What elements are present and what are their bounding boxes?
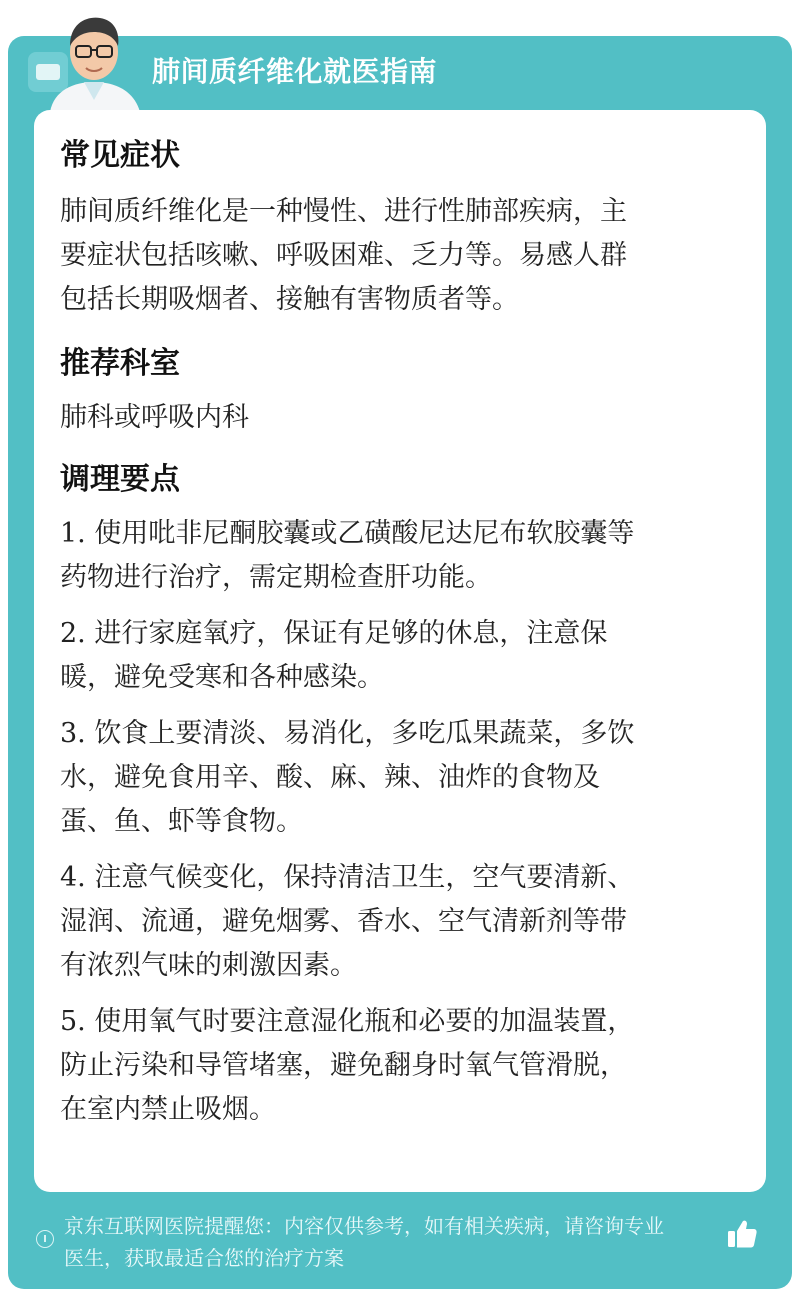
department-text: 肺科或呼吸内科 bbox=[60, 402, 249, 433]
care-item-line: 药物进行治疗，需定期检查肝功能。 bbox=[60, 562, 492, 593]
care-item-line: 使用氧气时要注意湿化瓶和必要的加温装置， bbox=[94, 1006, 635, 1037]
department-heading: 推荐科室 bbox=[60, 346, 180, 381]
info-icon bbox=[36, 1230, 54, 1248]
care-item-line: 注意气候变化，保持清洁卫生，空气要清新、 bbox=[94, 862, 635, 893]
care-item-5 bbox=[60, 1000, 736, 1132]
symptoms-line: 包括长期吸烟者、接触有害物质者等。 bbox=[60, 284, 519, 315]
content-card bbox=[34, 110, 766, 1192]
care-item-3 bbox=[60, 712, 736, 844]
care-list bbox=[60, 512, 736, 1132]
symptoms-line: 要症状包括咳嗽、呼吸困难、乏力等。易感人群 bbox=[60, 240, 627, 271]
care-item-line: 蛋、鱼、虾等食物。 bbox=[60, 806, 303, 837]
care-item-line: 湿润、流通，避免烟雾、香水、空气清新剂等带 bbox=[60, 906, 627, 937]
symptoms-text bbox=[60, 190, 736, 322]
care-item-1 bbox=[60, 512, 736, 600]
care-item-line: 暖，避免受寒和各种感染。 bbox=[60, 662, 384, 693]
care-item-line: 进行家庭氧疗，保证有足够的休息，注意保 bbox=[94, 618, 608, 649]
care-item-number: 3. bbox=[60, 718, 86, 749]
thumbs-up-icon[interactable] bbox=[724, 1216, 760, 1252]
care-item-number: 1. bbox=[60, 518, 86, 549]
card-content bbox=[60, 134, 736, 1144]
disclaimer-line: 京东互联网医院提醒您：内容仅供参考，如有相关疾病，请咨询专业 bbox=[64, 1214, 664, 1238]
care-item-line: 在室内禁止吸烟。 bbox=[60, 1094, 276, 1125]
care-item-number: 4. bbox=[60, 862, 86, 893]
care-item-4 bbox=[60, 856, 736, 988]
doctor-avatar-icon bbox=[24, 8, 164, 112]
care-item-line: 饮食上要清淡、易消化，多吃瓜果蔬菜，多饮 bbox=[94, 718, 635, 749]
care-item-2 bbox=[60, 612, 736, 700]
care-item-number: 5. bbox=[60, 1006, 86, 1037]
symptoms-heading: 常见症状 bbox=[60, 138, 180, 173]
disclaimer-text bbox=[64, 1210, 744, 1274]
care-item-line: 使用吡非尼酮胶囊或乙磺酸尼达尼布软胶囊等 bbox=[94, 518, 635, 549]
symptoms-line: 肺间质纤维化是一种慢性、进行性肺部疾病，主 bbox=[60, 196, 627, 227]
care-item-number: 2. bbox=[60, 618, 86, 649]
care-item-line: 防止污染和导管堵塞，避免翻身时氧气管滑脱， bbox=[60, 1050, 627, 1081]
care-item-line: 有浓烈气味的刺激因素。 bbox=[60, 950, 357, 981]
disclaimer-line: 医生，获取最适合您的治疗方案 bbox=[64, 1246, 344, 1270]
care-heading: 调理要点 bbox=[60, 462, 180, 497]
page-title: 肺间质纤维化就医指南 bbox=[152, 55, 438, 88]
care-item-line: 水，避免食用辛、酸、麻、辣、油炸的食物及 bbox=[60, 762, 600, 793]
